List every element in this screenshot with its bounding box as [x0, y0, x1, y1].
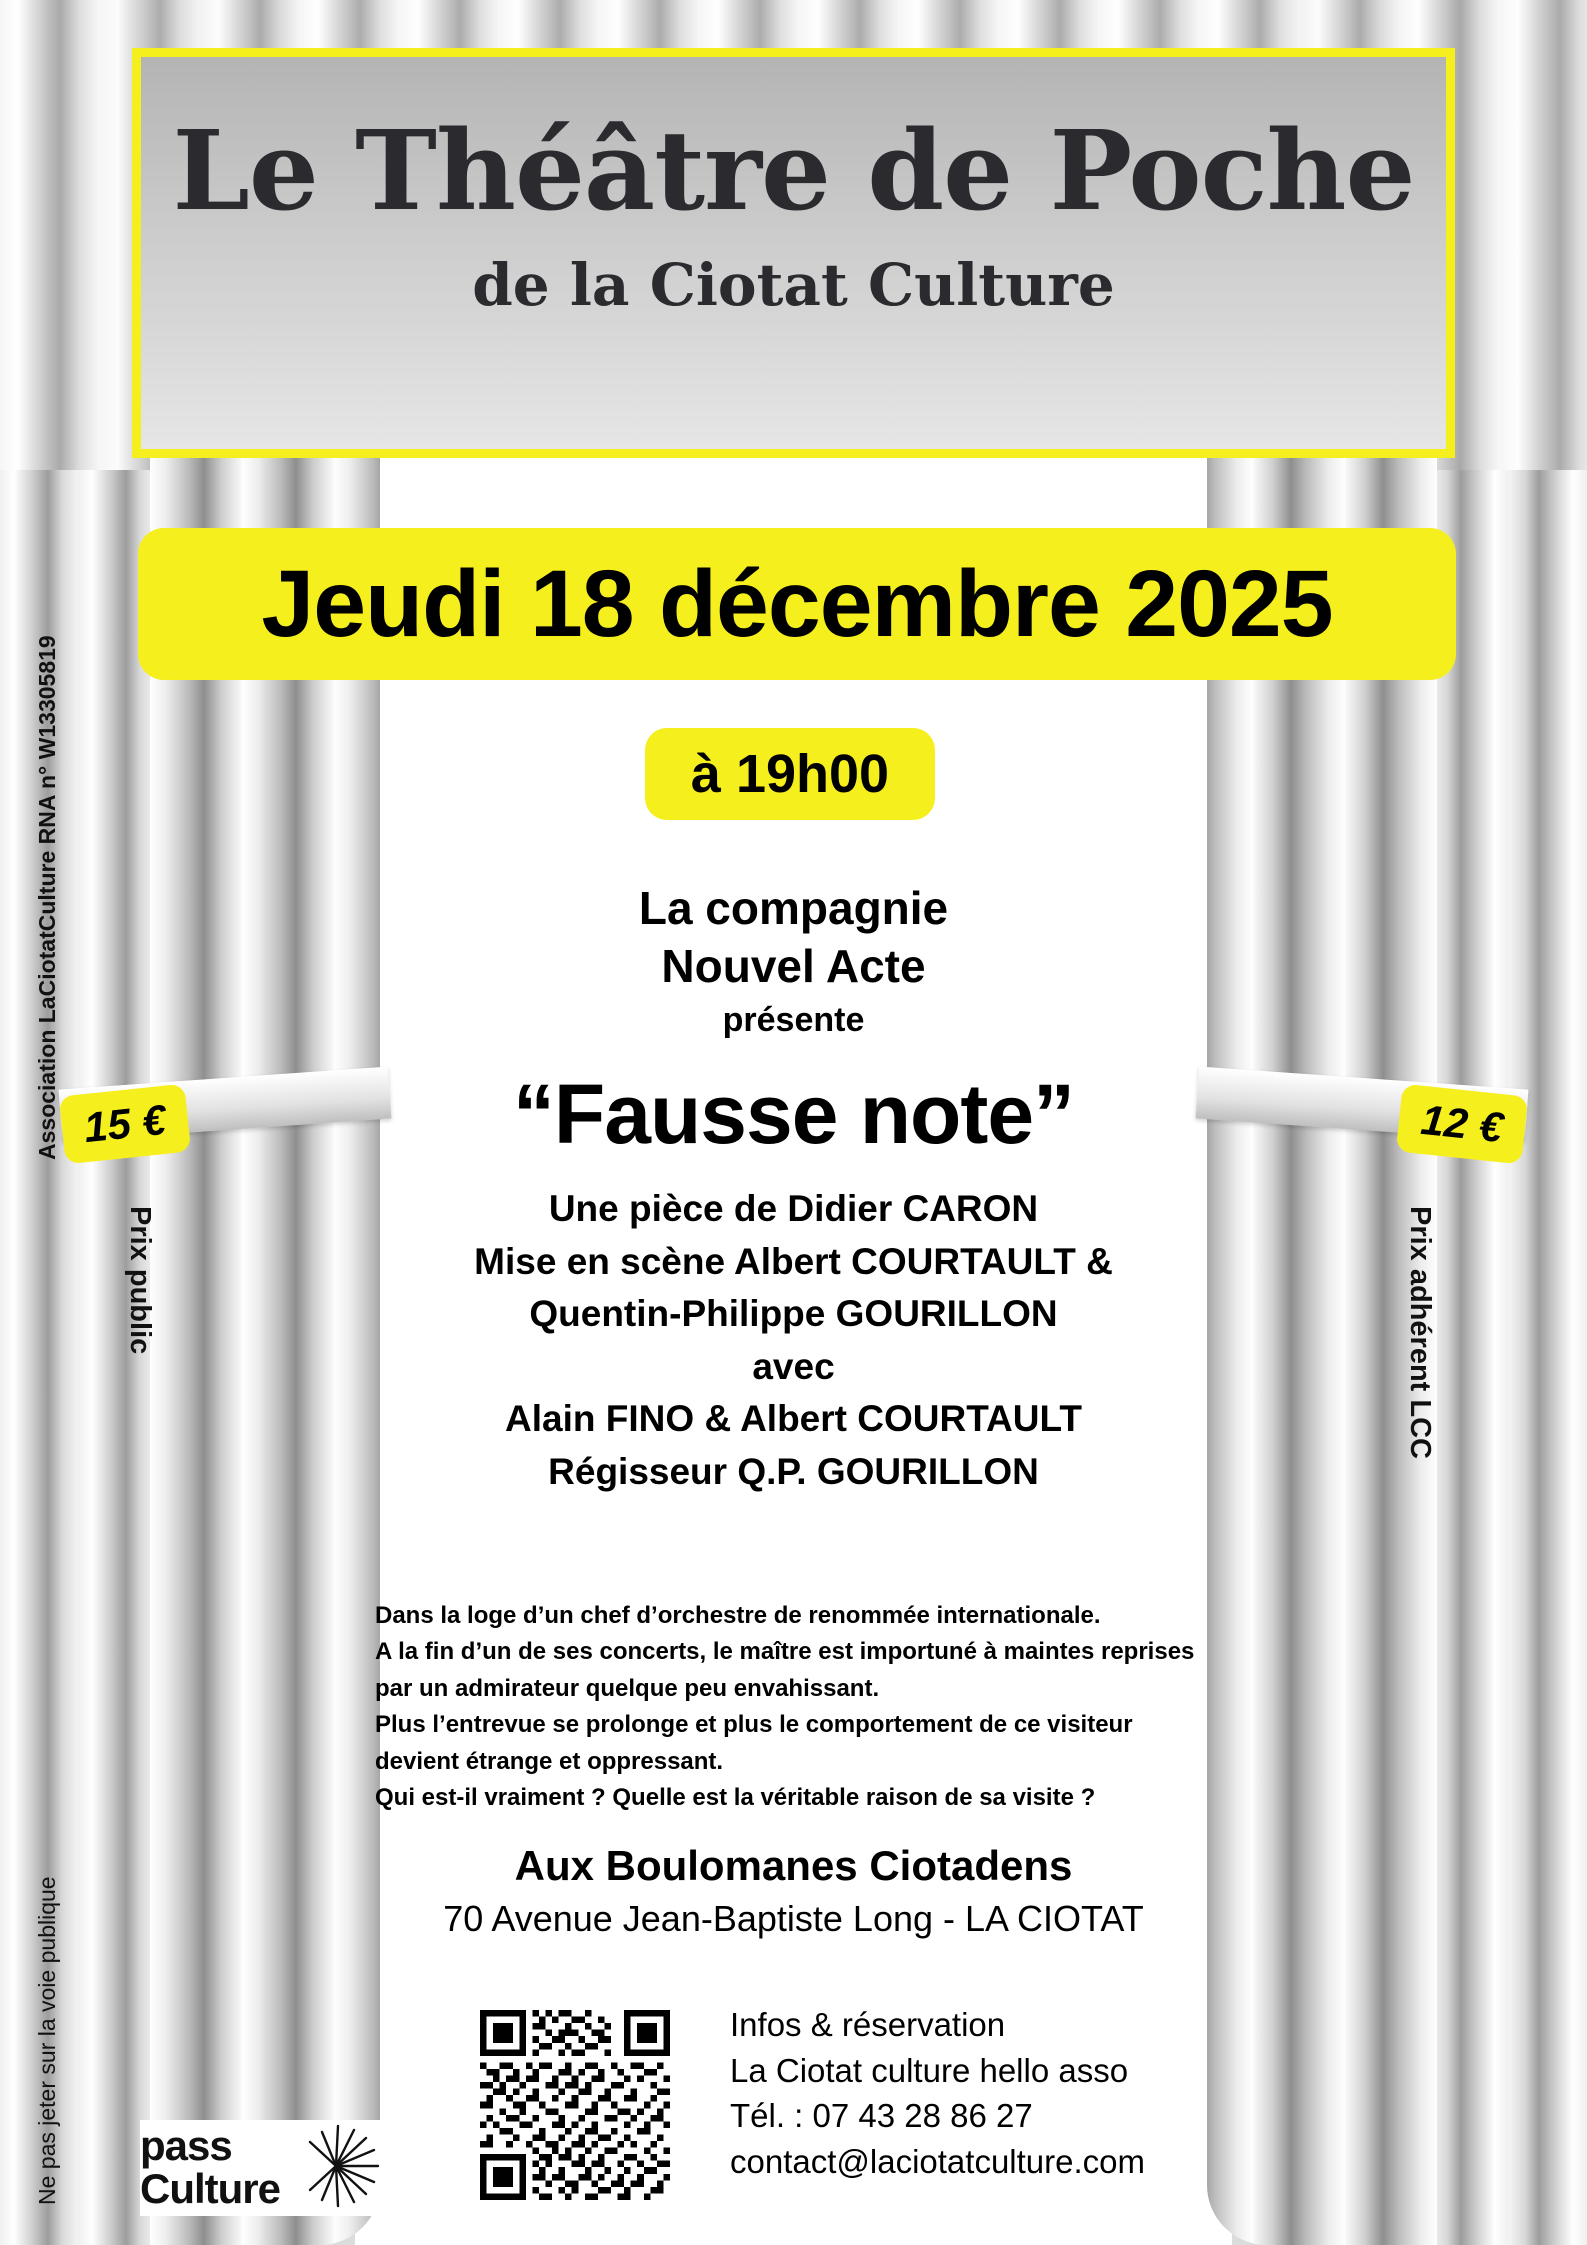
event-date: Jeudi 18 décembre 2025 — [261, 550, 1333, 657]
contact-email[interactable]: contact@laciotatculture.com — [730, 2142, 1146, 2180]
disposal-notice-text: Ne pas jeter sur la voie publique — [34, 1876, 60, 2205]
synopsis-line: A la fin d’un de ses concerts, le maître est importuné à maintes reprises — [375, 1638, 1195, 1666]
page-title: Le Théâtre de Poche — [172, 106, 1415, 235]
price-public-label: Prix public — [124, 1206, 156, 1355]
qr-code-icon[interactable] — [480, 2010, 670, 2200]
event-time: à 19h00 — [690, 744, 890, 804]
company-name-line1: La compagnie — [638, 882, 949, 934]
pass-culture-line2: Culture — [140, 2165, 280, 2212]
page-subtitle: de la Ciotat Culture — [472, 250, 1115, 319]
credit-line: avec — [752, 1345, 835, 1387]
price-member-label: Prix adhérent LCC — [1404, 1206, 1436, 1459]
date-banner — [138, 528, 1456, 680]
price-public-badge: 15 € — [59, 1084, 191, 1165]
contact-platform: La Ciotat culture hello asso — [730, 2051, 1129, 2089]
contact-heading: Infos & réservation — [730, 2006, 1006, 2043]
price-member-badge: 12 € — [1396, 1084, 1528, 1165]
credit-line: Une pièce de Didier CARON — [548, 1188, 1039, 1229]
synopsis-line: Qui est-il vraiment ? Quelle est la véritable raison de sa visite ? — [375, 1784, 1096, 1812]
credit-line: Régisseur Q.P. GOURILLON — [548, 1450, 1039, 1492]
synopsis-line: par un admirateur quelque peu envahissant. — [375, 1674, 880, 1702]
association-legal-text: Association LaCiotatCulture RNA n° W13305819 — [34, 635, 60, 1160]
contact-phone[interactable]: Tél. : 07 43 28 86 27 — [730, 2097, 1033, 2135]
venue-block — [330, 1842, 1257, 1940]
synopsis-line: Plus l’entrevue se prolonge et plus le comportement de ce visiteur — [375, 1711, 1133, 1739]
pass-culture-line1: pass — [140, 2122, 232, 2170]
pass-culture-wordmark — [140, 2122, 280, 2212]
play-title: “Fausse note” — [512, 1067, 1075, 1161]
venue-name: Aux Boulomanes Ciotadens — [514, 1842, 1073, 1889]
presents-label: présente — [722, 1001, 865, 1039]
credit-line: Alain FINO & Albert COURTAULT — [505, 1398, 1082, 1440]
credits-block — [330, 1183, 1257, 1498]
venue-address: 70 Avenue Jean-Baptiste Long - LA CIOTAT — [443, 1898, 1144, 1939]
title-panel — [132, 48, 1455, 458]
contact-block — [730, 2002, 1145, 2184]
time-badge — [645, 728, 935, 820]
synopsis-block — [375, 1598, 1245, 1817]
credit-line: Quentin-Philippe GOURILLON — [529, 1293, 1058, 1335]
credit-line: Mise en scène Albert COURTAULT & — [474, 1240, 1113, 1282]
synopsis-line: Dans la loge d’un chef d’orchestre de renommée internationale. — [375, 1602, 1101, 1629]
company-name-line2: Nouvel Acte — [661, 939, 926, 992]
sunburst-icon — [292, 2122, 380, 2215]
synopsis-line: devient étrange et oppressant. — [375, 1747, 724, 1775]
show-info — [330, 880, 1257, 1498]
pass-culture-logo — [140, 2120, 470, 2216]
